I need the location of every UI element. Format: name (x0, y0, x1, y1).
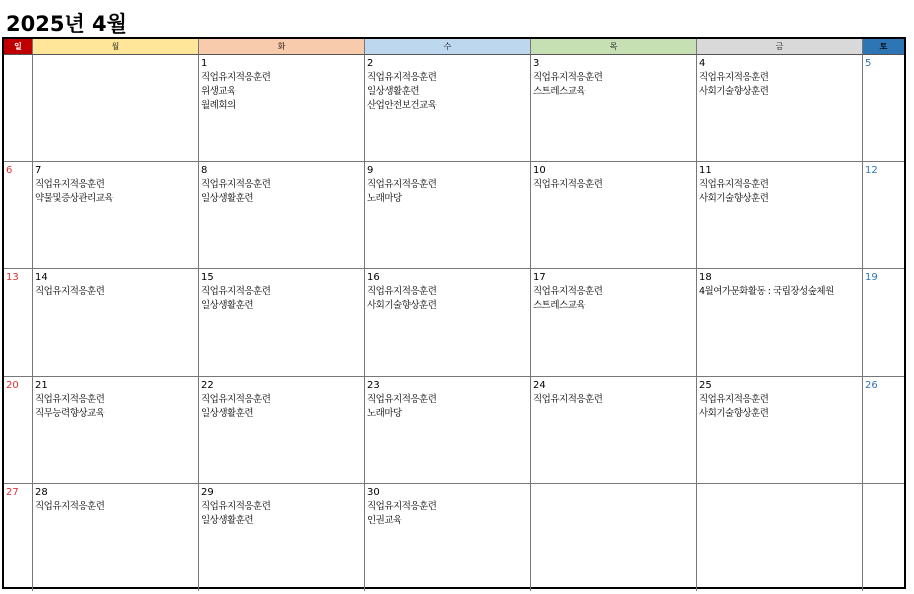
event-item: 직업유지적응훈련 (367, 393, 437, 405)
day-number: 4 (699, 58, 706, 69)
day-number: 24 (533, 379, 546, 391)
event-item: 스트레스교육 (533, 86, 586, 97)
event-item: 직무능력향상교육 (35, 407, 105, 419)
page-title: 2025년 4월 (6, 12, 127, 36)
event-item: 4월여가문화활동 : 국립장성숲체원 (699, 286, 834, 298)
day-number: 9 (367, 165, 374, 177)
day-number: 21 (35, 379, 48, 391)
calendar-cell[interactable] (697, 269, 863, 376)
event-item: 사회기술향상훈련 (699, 407, 769, 419)
day-number: 18 (699, 272, 712, 284)
event-item: 직업유지적응훈련 (35, 393, 105, 405)
calendar-cell[interactable] (4, 377, 33, 484)
day-number: 28 (35, 486, 48, 498)
calendar-cell[interactable] (697, 484, 863, 591)
day-number: 12 (865, 165, 878, 177)
calendar-cell[interactable] (697, 55, 863, 162)
event-item: 직업유지적응훈련 (367, 72, 437, 83)
day-number: 11 (699, 165, 712, 177)
calendar-cell[interactable] (199, 269, 365, 376)
day-number: 10 (533, 165, 546, 177)
calendar-cell[interactable] (863, 162, 904, 269)
event-item: 직업유지적응훈련 (533, 179, 603, 191)
calendar-cell[interactable] (863, 484, 904, 591)
day-number: 26 (865, 379, 878, 391)
day-number: 30 (367, 486, 380, 498)
day-number: 5 (865, 58, 872, 69)
calendar-cell[interactable] (199, 55, 365, 162)
event-item: 직업유지적응훈련 (367, 500, 437, 512)
calendar-cell[interactable] (531, 484, 697, 591)
day-number: 29 (201, 486, 214, 498)
calendar-cell[interactable] (697, 162, 863, 269)
calendar-cell[interactable] (199, 484, 365, 591)
event-item: 약물및증상관리교육 (35, 193, 114, 205)
event-item: 직업유지적응훈련 (201, 72, 271, 83)
event-item: 일상생활훈련 (367, 86, 420, 97)
day-number: 14 (35, 272, 48, 284)
event-item: 직업유지적응훈련 (367, 286, 437, 298)
day-number: 20 (6, 379, 19, 391)
day-number: 22 (201, 379, 214, 391)
event-item: 스트레스교육 (533, 300, 586, 312)
weekday-header-tue: 화 (199, 39, 365, 55)
day-number: 16 (367, 272, 380, 284)
event-item: 일상생활훈련 (201, 407, 254, 419)
calendar-cell[interactable] (365, 55, 531, 162)
event-item: 직업유지적응훈련 (533, 286, 603, 298)
calendar-cell[interactable] (33, 377, 199, 484)
event-item: 일상생활훈련 (201, 300, 254, 312)
event-item: 일상생활훈련 (201, 514, 254, 526)
event-item: 직업유지적응훈련 (699, 393, 769, 405)
day-number: 2 (367, 58, 374, 69)
event-item: 사회기술향상훈련 (699, 86, 769, 97)
event-item: 월례회의 (201, 100, 236, 111)
calendar-cell[interactable] (697, 377, 863, 484)
event-item: 직업유지적응훈련 (201, 286, 271, 298)
calendar-cell[interactable] (863, 377, 904, 484)
event-item: 직업유지적응훈련 (699, 179, 769, 191)
calendar-cell[interactable] (531, 377, 697, 484)
calendar-cell[interactable] (199, 377, 365, 484)
calendar-cell[interactable] (365, 484, 531, 591)
event-item: 직업유지적응훈련 (201, 500, 271, 512)
event-item: 직업유지적응훈련 (367, 179, 437, 191)
weekday-header-fri: 금 (697, 39, 863, 55)
event-item: 일상생활훈련 (201, 193, 254, 205)
calendar-cell[interactable] (33, 269, 199, 376)
day-number: 3 (533, 58, 540, 69)
calendar-cell[interactable] (863, 55, 904, 162)
day-number: 15 (201, 272, 214, 284)
calendar-cell[interactable] (33, 55, 199, 162)
calendar-cell[interactable] (531, 162, 697, 269)
event-item: 직업유지적응훈련 (533, 72, 603, 83)
day-number: 23 (367, 379, 380, 391)
day-number: 8 (201, 165, 208, 177)
event-item: 인권교육 (367, 514, 402, 526)
day-number: 17 (533, 272, 546, 284)
calendar-cell[interactable] (531, 269, 697, 376)
calendar-cell[interactable] (33, 484, 199, 591)
day-number: 7 (35, 165, 42, 177)
event-item: 노래마당 (367, 407, 402, 419)
weekday-header-mon: 월 (33, 39, 199, 55)
calendar-cell[interactable] (4, 162, 33, 269)
event-item: 직업유지적응훈련 (699, 72, 769, 83)
calendar-cell[interactable] (365, 377, 531, 484)
event-item: 노래마당 (367, 193, 402, 205)
calendar-cell[interactable] (199, 162, 365, 269)
weekday-header-sun: 일 (4, 39, 33, 55)
day-number: 19 (865, 272, 878, 284)
calendar-cell[interactable] (4, 55, 33, 162)
calendar-cell[interactable] (33, 162, 199, 269)
calendar-cell[interactable] (365, 162, 531, 269)
calendar-grid (2, 37, 906, 589)
day-number: 6 (6, 165, 13, 177)
weekday-header-sat: 토 (863, 39, 904, 55)
calendar-cell[interactable] (863, 269, 904, 376)
day-number: 13 (6, 272, 19, 284)
calendar-cell[interactable] (365, 269, 531, 376)
event-item: 직업유지적응훈련 (35, 286, 105, 298)
day-number: 27 (6, 486, 19, 498)
day-number: 1 (201, 58, 208, 69)
event-item: 직업유지적응훈련 (201, 179, 271, 191)
event-item: 사회기술향상훈련 (699, 193, 769, 205)
weekday-header-thu: 목 (531, 39, 697, 55)
event-item: 직업유지적응훈련 (201, 393, 271, 405)
event-item: 산업안전보건교육 (367, 100, 437, 111)
weekday-header-wed: 수 (365, 39, 531, 55)
event-item: 위생교육 (201, 86, 236, 97)
event-item: 사회기술향상훈련 (367, 300, 437, 312)
calendar-cell[interactable] (531, 55, 697, 162)
calendar-cell[interactable] (4, 484, 33, 591)
event-item: 직업유지적응훈련 (533, 393, 603, 405)
event-item: 직업유지적응훈련 (35, 179, 105, 191)
calendar-cell[interactable] (4, 269, 33, 376)
event-item: 직업유지적응훈련 (35, 500, 105, 512)
day-number: 25 (699, 379, 712, 391)
